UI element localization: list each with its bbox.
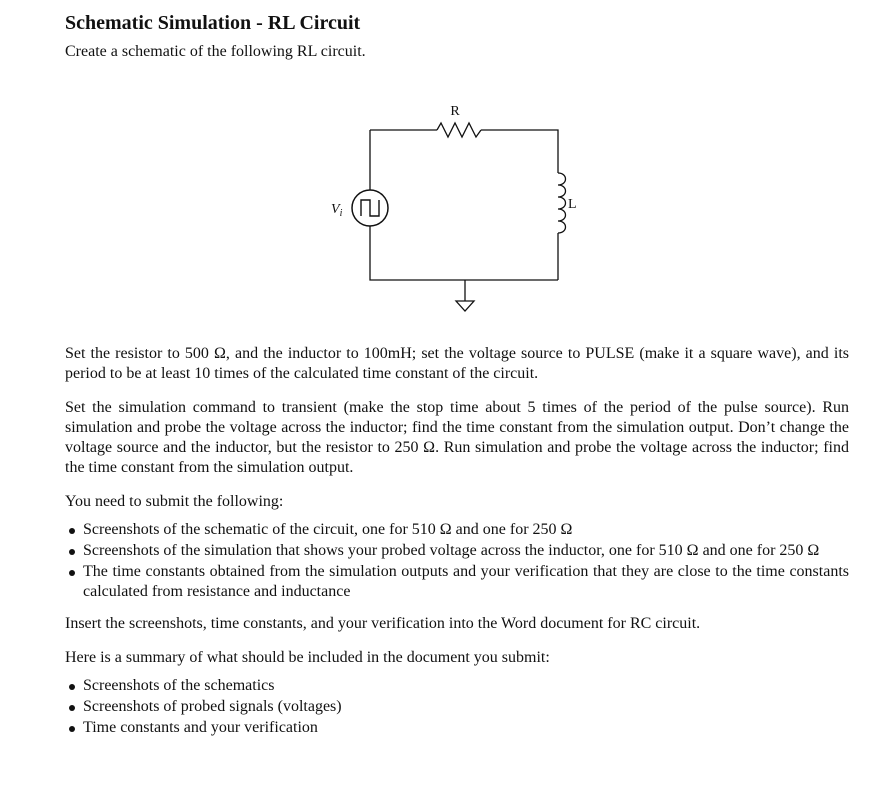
page-title: Schematic Simulation - RL Circuit <box>65 12 361 34</box>
circuit-schematic <box>315 95 615 335</box>
inductor-symbol <box>558 173 566 233</box>
summary-list <box>65 676 849 738</box>
ground-icon <box>456 301 474 311</box>
paragraph-summary-intro: Here is a summary of what should be included in the document you submit: <box>65 649 550 666</box>
inductor-label: L <box>568 197 577 212</box>
list-item: Screenshots of the schematic of the circuit, one for 510 Ω and one for 250 Ω <box>65 520 849 540</box>
list-item: Screenshots of the schematics <box>65 676 849 696</box>
paragraph-settings: Set the resistor to 500 Ω, and the inductor to 100mH; set the voltage source to PULSE (make it a square wave), and its period to be at least 10 times of the calculated time constant of the circuit. <box>65 345 849 382</box>
list-item: Time constants and your verification <box>65 718 849 738</box>
list-item: Screenshots of probed signals (voltages) <box>65 697 849 717</box>
intro-text: Create a schematic of the following RL circuit. <box>65 43 366 60</box>
source-label: $V_i$ <box>331 202 343 219</box>
pulse-waveform-icon <box>361 200 379 216</box>
submit-list <box>65 520 849 602</box>
instructions <box>65 344 849 750</box>
paragraph-simulation: Set the simulation command to transient (make the stop time about 5 times of the period of the pulse source). Run simulation and probe the voltage across the inductor; find the time constant from the simulation output. Don’t change the voltage source and the inductor, but the resistor to 250 Ω. Run simulation and probe the voltage across the inductor; find the time constant from the simulation output. <box>65 399 849 476</box>
paragraph-submit-intro: You need to submit the following: <box>65 493 284 510</box>
list-item: The time constants obtained from the simulation outputs and your verification that they are close to the time constants calculated from resistance and inductance <box>65 562 849 602</box>
resistor-label: R <box>450 104 460 119</box>
paragraph-insert: Insert the screenshots, time constants, and your verification into the Word document for RC circuit. <box>65 615 701 632</box>
document-page <box>65 10 849 736</box>
resistor-symbol <box>437 123 481 137</box>
list-item: Screenshots of the simulation that shows your probed voltage across the inductor, one for 510 Ω and one for 250 Ω <box>65 541 849 561</box>
wire-top-right <box>481 130 558 173</box>
rl-circuit-diagram <box>315 95 615 335</box>
wire-left-bottom <box>370 226 558 280</box>
